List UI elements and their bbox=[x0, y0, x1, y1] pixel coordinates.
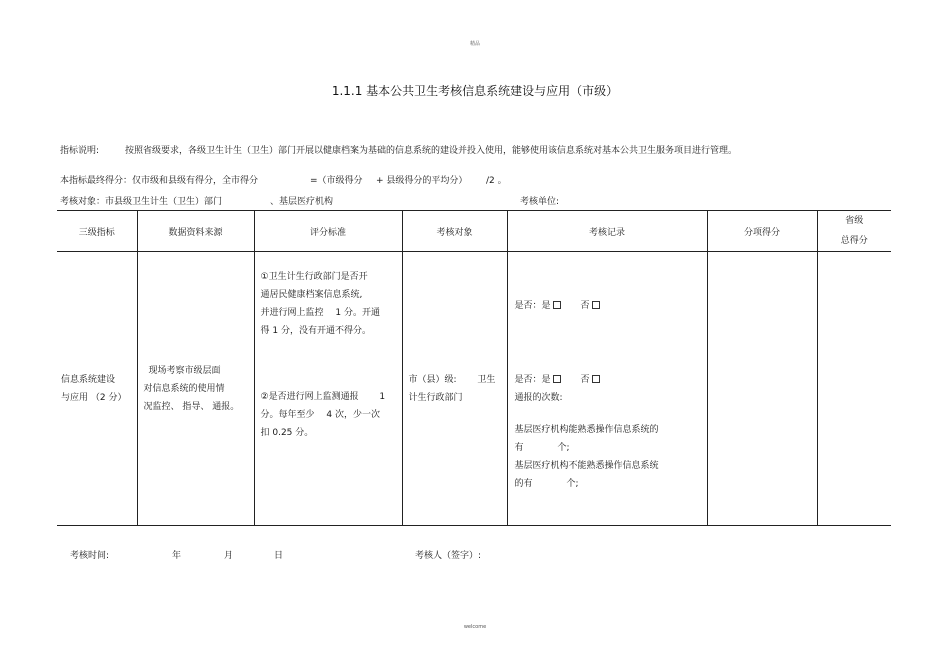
footer-watermark: welcome bbox=[463, 624, 487, 630]
description-text: 按照省级要求，各级卫生计生（卫生）部门开展以健康档案为基础的信息系统的建设并投入使用，能够使用该信息系统对基本公共卫生服务项目进行管理。 bbox=[125, 146, 738, 156]
footer-day: 日 bbox=[274, 551, 284, 561]
header-source: 数据资料来源 bbox=[137, 211, 254, 252]
indicator-line1: 信息系统建设 bbox=[61, 374, 116, 385]
assess-unit-label: 考核单位: bbox=[520, 197, 560, 207]
header-criteria: 评分标准 bbox=[254, 211, 402, 252]
header-province-line1: 省级 bbox=[845, 216, 864, 226]
criteria1-line2: 通居民健康档案信息系统, bbox=[260, 290, 363, 300]
header-item-score: 分项得分 bbox=[707, 211, 817, 252]
record-report-count: 通报的次数: bbox=[514, 393, 563, 403]
cell-item-score[interactable] bbox=[707, 252, 817, 526]
cell-province-score[interactable] bbox=[817, 252, 891, 526]
cell-target bbox=[402, 252, 507, 526]
table-header-row bbox=[57, 211, 891, 252]
record-can-line2a: 有 bbox=[514, 443, 524, 453]
criteria2-line2: 分。每年至少 4 次，少一次 bbox=[260, 410, 380, 420]
checkbox-no-2[interactable] bbox=[592, 375, 600, 383]
criteria1-line4: 得 1 分，没有开通不得分。 bbox=[260, 326, 371, 336]
checkbox-no-1[interactable] bbox=[592, 301, 600, 309]
cell-source bbox=[137, 252, 254, 526]
record-cannot-line1: 基层医疗机构不能熟悉操作信息系统 bbox=[514, 461, 659, 471]
footer-time-label: 考核时间: bbox=[70, 551, 110, 561]
criteria1-line3: 并进行网上监控 1 分。开通 bbox=[260, 308, 380, 318]
criteria1-line1: ①卫生计生行政部门是否开 bbox=[260, 272, 368, 282]
indicator-line2: 与应用 （2 分） bbox=[61, 392, 127, 403]
criteria-block-1 bbox=[261, 252, 402, 340]
page-title: 1.1.1 基本公共卫生考核信息系统建设与应用（市级） bbox=[331, 84, 619, 98]
final-score-formula-part3: + 县级得分的平均分） bbox=[376, 176, 468, 186]
record-question-2 bbox=[515, 315, 707, 389]
cell-criteria bbox=[254, 252, 402, 526]
cell-record bbox=[507, 252, 707, 526]
assess-target-label: 考核对象：市县级卫生计生（卫生）部门 bbox=[60, 197, 223, 207]
record-cannot-line2b: 个; bbox=[566, 479, 579, 489]
criteria2-line1: ②是否进行网上监测通报 1 bbox=[260, 392, 386, 402]
table-row bbox=[57, 252, 891, 526]
header-province-score bbox=[817, 211, 891, 252]
record-cannot-line2 bbox=[515, 475, 707, 493]
header-target: 考核对象 bbox=[402, 211, 507, 252]
criteria2-line3: 扣 0.25 分。 bbox=[260, 428, 314, 438]
source-line3: 况监控、 指导、 通报。 bbox=[143, 401, 240, 412]
record-q2-no: 否 bbox=[580, 375, 590, 385]
footer-year: 年 bbox=[172, 551, 182, 561]
source-line1: 现场考察市级层面 bbox=[148, 365, 221, 376]
header-watermark: 精品 bbox=[469, 41, 480, 47]
description-label: 指标说明: bbox=[60, 146, 100, 156]
checkbox-yes-1[interactable] bbox=[553, 301, 561, 309]
final-score-formula-part2: =（市级得分 bbox=[310, 176, 363, 186]
record-can-line2 bbox=[515, 439, 707, 457]
header-indicator: 三级指标 bbox=[57, 211, 137, 252]
header-province-line2: 总得分 bbox=[840, 236, 868, 246]
final-score-formula-part4: /2 。 bbox=[486, 176, 507, 186]
criteria-block-2 bbox=[261, 340, 402, 442]
record-cannot-line2a: 的有 bbox=[514, 479, 533, 489]
header-record: 考核记录 bbox=[507, 211, 707, 252]
record-can-line1: 基层医疗机构能熟悉操作信息系统的 bbox=[514, 425, 659, 435]
source-line2: 对信息系统的使用情 bbox=[143, 383, 225, 394]
cell-indicator bbox=[57, 252, 137, 526]
record-question-1 bbox=[515, 252, 707, 315]
footer-signer-label: 考核人（签字）: bbox=[415, 551, 482, 561]
target-line1: 市（县）级: 卫生 bbox=[408, 374, 496, 385]
record-q2-label: 是否：是 bbox=[514, 375, 551, 385]
assess-target-extra: 、基层医疗机构 bbox=[270, 197, 334, 207]
footer-month: 月 bbox=[224, 551, 234, 561]
checkbox-yes-2[interactable] bbox=[553, 375, 561, 383]
final-score-formula-part1: 本指标最终得分：仅市级和县级有得分，全市得分 bbox=[60, 176, 259, 186]
record-q1-label: 是否：是 bbox=[514, 301, 551, 311]
target-line2: 计生行政部门 bbox=[408, 392, 463, 403]
record-can-line2b: 个; bbox=[557, 443, 570, 453]
record-q1-no: 否 bbox=[580, 301, 590, 311]
assessment-table bbox=[57, 210, 891, 526]
